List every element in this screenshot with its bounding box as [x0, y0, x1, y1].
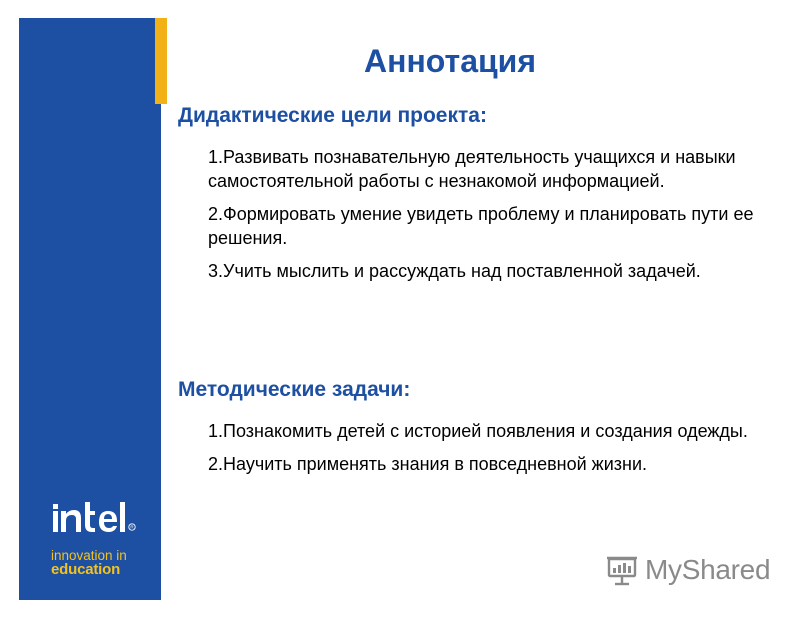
goal-item: 3.Учить мыслить и рассуждать над поставленной задачей.: [208, 261, 701, 281]
tasks-heading: Методические задачи:: [178, 378, 411, 401]
goal-item: 1.Развивать познавательную деятельность учащихся и навыки самостоятельной работы с незнакомой информацией.: [208, 147, 736, 191]
tasks-list: [208, 419, 773, 485]
intel-tagline: [51, 549, 127, 577]
goals-list: [208, 145, 773, 292]
presentation-board-icon: [605, 553, 639, 587]
intel-logo: [52, 498, 142, 542]
myshared-watermark: [605, 552, 770, 588]
svg-text:R: R: [130, 524, 134, 530]
task-item: 2.Научить применять знания в повседневной жизни.: [208, 454, 647, 474]
tagline-line1: innovation in: [51, 548, 127, 563]
tagline-line2: education: [51, 561, 121, 578]
accent-bar: [155, 18, 167, 104]
task-item: 1.Познакомить детей с историей появления и создания одежды.: [208, 421, 748, 441]
watermark-text: MyShared: [645, 554, 771, 585]
slide-title: Аннотация: [364, 43, 536, 79]
goals-heading: Дидактические цели проекта:: [178, 104, 487, 127]
goal-item: 2.Формировать умение увидеть проблему и планировать пути ее решения.: [208, 204, 754, 248]
